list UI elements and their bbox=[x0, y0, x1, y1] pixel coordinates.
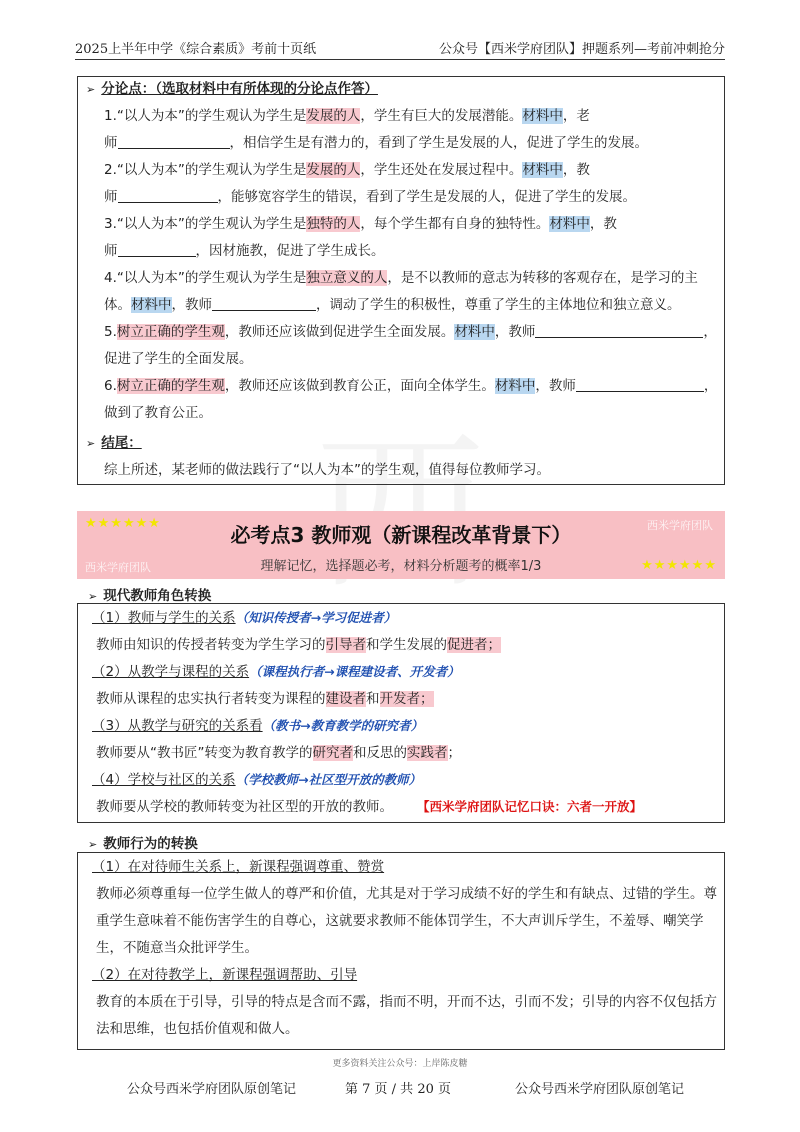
role-title: （3）从教学与研究的关系看 bbox=[92, 718, 263, 734]
role-3-desc bbox=[96, 744, 461, 762]
text: 和 bbox=[366, 691, 380, 707]
highlight: 建设者 bbox=[325, 691, 366, 707]
text: ，因材施教，促进了学生成长。 bbox=[195, 243, 385, 259]
point-4-line-1 bbox=[104, 269, 698, 287]
text: ，能够宽容学生的错误，看到了学生是发展的人，促进了学生的发展。 bbox=[217, 189, 636, 205]
text: 教师要从学校的教师转变为社区型的开放的教师。 bbox=[96, 799, 393, 815]
text: 师 bbox=[104, 189, 118, 205]
text: 促进了学生的全面发展。 bbox=[104, 351, 253, 367]
point-4-line-2 bbox=[104, 296, 681, 314]
footer-left: 公众号西米学府团队原创笔记 bbox=[127, 1082, 297, 1097]
roles-heading: 现代教师角色转换 bbox=[103, 588, 212, 604]
text: 3.“以人为本”的学生观认为学生是 bbox=[104, 216, 307, 232]
text: 6. bbox=[104, 378, 117, 394]
answer-blank[interactable] bbox=[118, 134, 230, 149]
point-3-line-1 bbox=[104, 215, 617, 233]
answer-blank[interactable] bbox=[118, 242, 196, 257]
header-left: 2025上半年中学《综合素质》考前十页纸 bbox=[75, 42, 317, 57]
text: ，教师还应该做到促进学生全面发展。 bbox=[224, 324, 455, 340]
text: 5. bbox=[104, 324, 117, 340]
role-tag: （教书→教育教学的研究者） bbox=[262, 718, 424, 733]
answer-blank[interactable] bbox=[535, 323, 703, 338]
behavior-1-line-2: 重学生意味着不能伤害学生的自尊心，这就要求教师不能体罚学生，不大声训斥学生，不羞辱、嘲笑学 bbox=[96, 913, 704, 929]
ending-text: 综上所述，某老师的做法践行了“以人为本”的学生观，值得每位教师学习。 bbox=[104, 462, 550, 478]
highlight: 树立正确的学生观 bbox=[116, 378, 225, 394]
highlight: 独立意义的人 bbox=[306, 270, 388, 286]
key-point-banner bbox=[77, 511, 725, 579]
bullet-arrow-icon: ➢ bbox=[88, 838, 98, 851]
text: 2.“以人为本”的学生观认为学生是 bbox=[104, 162, 307, 178]
text: ，老 bbox=[562, 108, 590, 124]
material-tag: 材料中 bbox=[549, 216, 590, 232]
role-2-desc bbox=[96, 690, 434, 708]
text: 和反思的 bbox=[353, 745, 407, 761]
point-5-line-2 bbox=[104, 350, 253, 368]
text: 教师由知识的传授者转变为学生学习的 bbox=[96, 637, 326, 653]
section-title: 分论点：（选取材料中有所体现的分论点作答） bbox=[101, 81, 378, 97]
role-title: （1）教师与学生的关系 bbox=[92, 610, 236, 626]
highlight: 研究者 bbox=[312, 745, 353, 761]
behavior-heading-row bbox=[88, 832, 198, 852]
role-tag: （学校教师→社区型开放的教师） bbox=[235, 772, 422, 787]
behavior-title: （1）在对待师生关系上，新课程强调尊重、赞赏 bbox=[92, 859, 385, 875]
answer-blank[interactable] bbox=[576, 377, 704, 392]
point-1-line-2 bbox=[104, 134, 648, 152]
highlight: 发展的人 bbox=[306, 162, 361, 178]
text: 和学生发展的 bbox=[366, 637, 447, 653]
point-2-line-2 bbox=[104, 188, 636, 206]
point-3-line-2 bbox=[104, 242, 385, 260]
role-1-desc bbox=[96, 636, 501, 654]
banner-watermark-right: 西米学府团队 bbox=[647, 519, 713, 532]
text: ，是不以教师的意志为转移的客观存在，是学习的主 bbox=[387, 270, 698, 286]
text: ，学生还处在发展过程中。 bbox=[360, 162, 523, 178]
answer-blank[interactable] bbox=[212, 296, 316, 311]
behavior-1-line-3: 生，不随意当众批评学生。 bbox=[96, 940, 258, 956]
text: ； bbox=[487, 637, 501, 653]
material-tag: 材料中 bbox=[131, 297, 172, 313]
text: ； bbox=[420, 691, 434, 707]
text: ，教师 bbox=[171, 297, 212, 313]
behavior-2-line-1: 教育的本质在于引导，引导的特点是含而不露，指而不明，开而不达，引而不发；引导的内容不仅包括方 bbox=[96, 994, 717, 1010]
behavior-heading: 教师行为的转换 bbox=[103, 836, 198, 852]
text: ， bbox=[703, 324, 717, 340]
bullet-arrow-icon: ➢ bbox=[86, 437, 96, 450]
behavior-2-line-2: 法和思维，也包括价值观和做人。 bbox=[96, 1021, 299, 1037]
banner-watermark-left: 西米学府团队 bbox=[85, 561, 151, 574]
text: 教师从课程的忠实执行者转变为课程的 bbox=[96, 691, 326, 707]
answer-blank[interactable] bbox=[118, 188, 218, 203]
role-title: （4）学校与社区的关系 bbox=[92, 772, 236, 788]
material-tag: 材料中 bbox=[522, 162, 563, 178]
text: ，教 bbox=[562, 162, 590, 178]
text: 教师要从“教书匠”转变为教育教学的 bbox=[96, 745, 313, 761]
text: ，学生有巨大的发展潜能。 bbox=[360, 108, 523, 124]
point-6-line-1 bbox=[104, 377, 717, 395]
highlight: 引导者 bbox=[325, 637, 366, 653]
section-title-row bbox=[86, 80, 378, 99]
text: ； bbox=[447, 745, 461, 761]
material-tag: 材料中 bbox=[522, 108, 563, 124]
stars-right: ★★★★★★ bbox=[641, 558, 717, 573]
role-4-title bbox=[92, 771, 421, 789]
text: ，教 bbox=[589, 216, 617, 232]
role-1-title bbox=[92, 609, 396, 627]
header-divider bbox=[75, 59, 725, 60]
highlight: 独特的人 bbox=[306, 216, 361, 232]
highlight: 促进者 bbox=[447, 637, 488, 653]
text: 师 bbox=[104, 243, 118, 259]
text: ，调动了学生的积极性，尊重了学生的主体地位和独立意义。 bbox=[316, 297, 681, 313]
bullet-arrow-icon: ➢ bbox=[86, 83, 96, 96]
ending-title-row bbox=[86, 434, 142, 453]
text: 做到了教育公正。 bbox=[104, 405, 212, 421]
banner-subtitle: 理解记忆，选择题必考，材料分析题考的概率1/3 bbox=[260, 559, 542, 574]
role-tag: （课程执行者→课程建设者、开发者） bbox=[249, 664, 460, 679]
role-2-title bbox=[92, 663, 460, 681]
page-header bbox=[75, 36, 725, 58]
role-title: （2）从教学与课程的关系 bbox=[92, 664, 250, 680]
role-tag: （知识传授者→学习促进者） bbox=[235, 610, 397, 625]
text: ，教师 bbox=[535, 378, 576, 394]
text: 师 bbox=[104, 135, 118, 151]
highlight: 发展的人 bbox=[306, 108, 361, 124]
mnemonic-note: 【西米学府团队记忆口诀：六者一开放】 bbox=[417, 799, 643, 814]
stars-left: ★★★★★★ bbox=[85, 516, 161, 531]
text: ， bbox=[703, 378, 718, 394]
ending-title: 结尾： bbox=[101, 435, 142, 451]
bullet-arrow-icon: ➢ bbox=[88, 590, 98, 603]
material-tag: 材料中 bbox=[494, 378, 536, 394]
point-5-line-1 bbox=[104, 323, 717, 341]
behavior-1-title bbox=[92, 858, 384, 876]
role-3-title bbox=[92, 717, 423, 735]
point-1-line-1 bbox=[104, 107, 590, 125]
text: ，教师还应该做到教育公正，面向全体学生。 bbox=[224, 378, 495, 394]
text: 体。 bbox=[104, 297, 131, 313]
text: 1.“以人为本”的学生观认为学生是 bbox=[104, 108, 307, 124]
behavior-1-line-1: 教师必须尊重每一位学生做人的尊严和价值，尤其是对于学习成绩不好的学生和有缺点、过错的学生。尊 bbox=[96, 886, 717, 902]
header-right: 公众号【西米学府团队】押题系列—考前冲刺抢分 bbox=[438, 42, 725, 57]
banner-title: 必考点3 教师观（新课程改革背景下） bbox=[230, 523, 572, 547]
roles-heading-row bbox=[88, 584, 211, 604]
highlight: 实践者 bbox=[407, 745, 448, 761]
footnote: 更多资料关注公众号：上岸陈皮糖 bbox=[332, 1059, 468, 1069]
text: ，教师 bbox=[494, 324, 536, 340]
text: 4.“以人为本”的学生观认为学生是 bbox=[104, 270, 307, 286]
footer-right: 公众号西米学府团队原创笔记 bbox=[515, 1082, 685, 1097]
highlight: 开发者 bbox=[379, 691, 420, 707]
behavior-2-title bbox=[92, 966, 357, 984]
page-number: 第 7 页 / 共 20 页 bbox=[345, 1082, 451, 1097]
behavior-title: （2）在对待教学上，新课程强调帮助、引导 bbox=[92, 967, 358, 983]
highlight: 树立正确的学生观 bbox=[116, 324, 225, 340]
material-tag: 材料中 bbox=[454, 324, 495, 340]
point-6-line-2 bbox=[104, 404, 212, 422]
point-2-line-1 bbox=[104, 161, 590, 179]
text: ，每个学生都有自身的独特性。 bbox=[360, 216, 550, 232]
text: ，相信学生是有潜力的，看到了学生是发展的人，促进了学生的发展。 bbox=[229, 135, 648, 151]
role-4-desc bbox=[96, 798, 642, 816]
